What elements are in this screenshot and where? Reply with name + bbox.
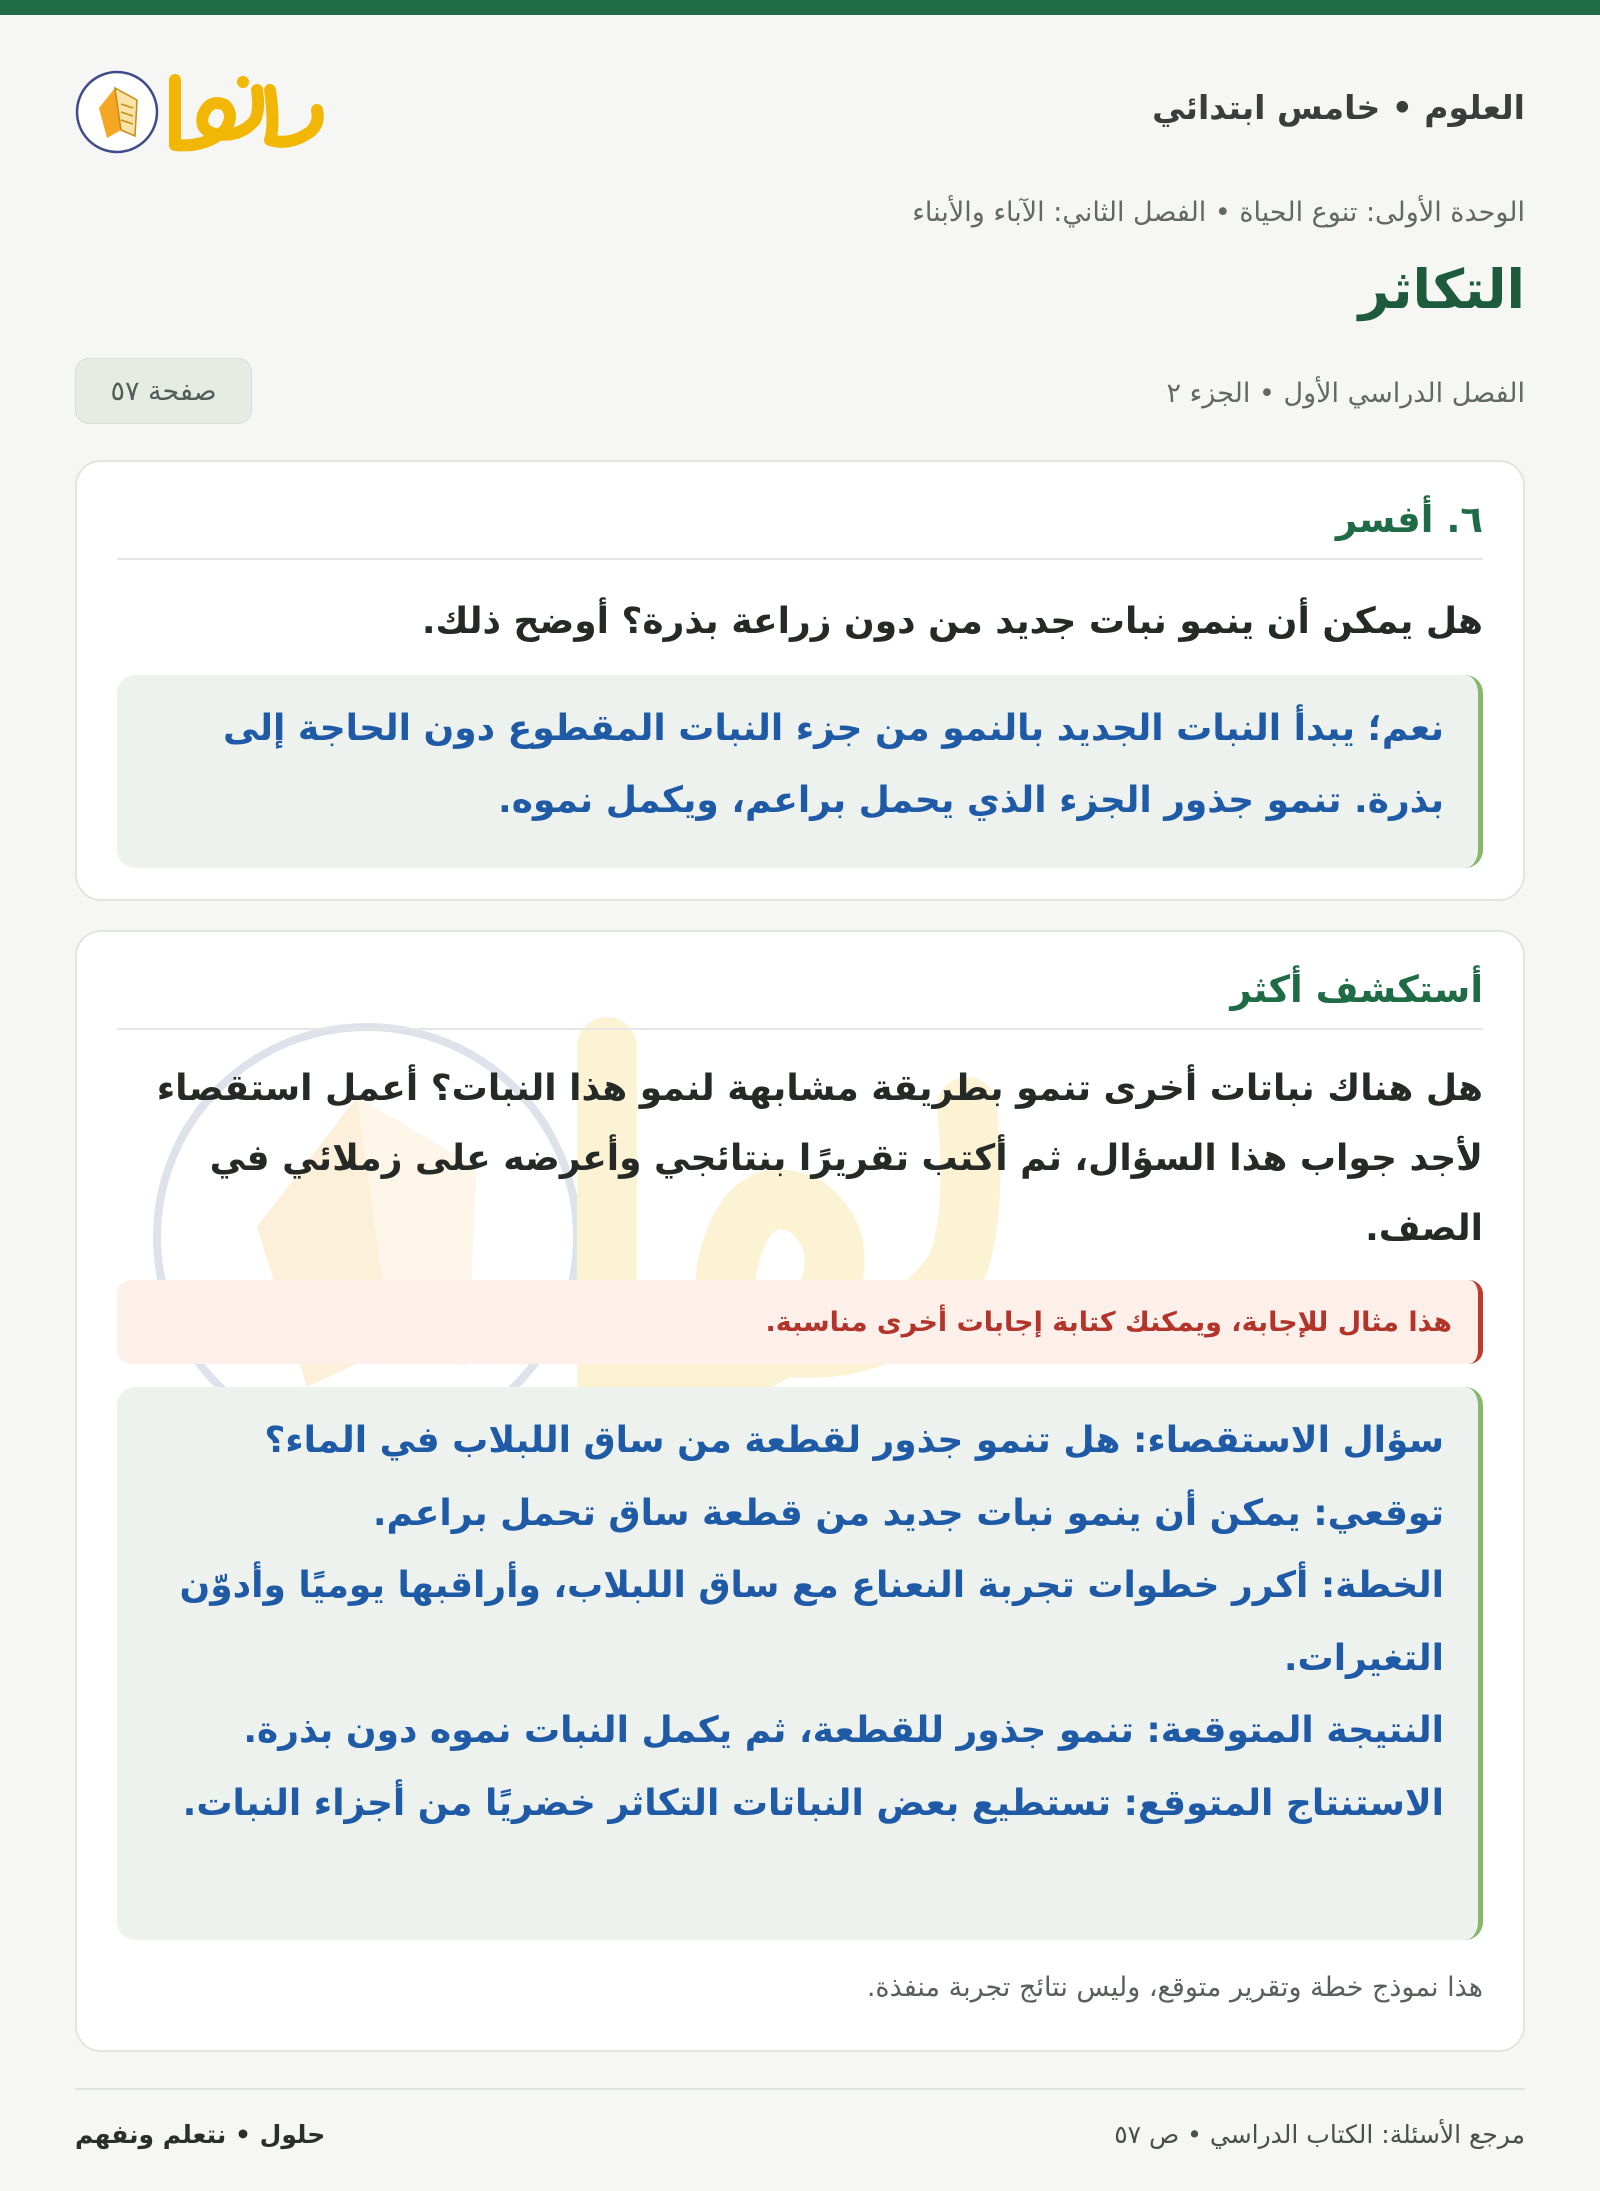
top-accent-bar	[0, 0, 1600, 15]
answer-line-result: النتيجة المتوقعة: تنمو جذور للقطعة، ثم يكمل النبات نموه دون بذرة.	[243, 1710, 1444, 1751]
answer-line-inquiry: سؤال الاستقصاء: هل تنمو جذور لقطعة من ساق اللبلاب في الماء؟	[264, 1420, 1444, 1461]
example-note: هذا مثال للإجابة، ويمكنك كتابة إجابات أخرى مناسبة.	[117, 1280, 1483, 1364]
disclaimer-text: هذا نموذج خطة وتقرير متوقع، وليس نتائج تجربة منفذة.	[866, 1972, 1483, 2003]
answer-line-prediction: توقعي: يمكن أن ينمو نبات جديد من قطعة ساق تحمل براعم.	[372, 1492, 1444, 1534]
question-card-explain	[75, 460, 1525, 901]
page-header	[75, 60, 1525, 160]
page-title: التكاثر	[1358, 258, 1525, 321]
site-logo[interactable]	[75, 60, 335, 160]
term-info: الفصل الدراسي الأول • الجزء ٢	[1166, 378, 1525, 409]
footer-divider	[75, 2088, 1525, 2090]
page-number-badge: صفحة ٥٧	[75, 358, 252, 424]
question-text: هل يمكن أن ينمو نبات جديد من دون زراعة بذرة؟ أوضح ذلك.	[421, 601, 1483, 642]
logo-icon	[75, 60, 335, 160]
question-text: هل هناك نباتات أخرى تنمو بطريقة مشابهة لنمو هذا النبات؟ أعمل استقصاء لأجد جواب هذا السؤال، ثم أكتب تقريرًا بنتائجي وأعرضه على زملائي في الصف.	[156, 1068, 1483, 1249]
footer-reference: مرجع الأسئلة: الكتاب الدراسي • ص ٥٧	[1114, 2120, 1525, 2149]
breadcrumb: الوحدة الأولى: تنوع الحياة • الفصل الثاني: الآباء والأبناء	[912, 197, 1525, 228]
card-heading: ٦. أفسر	[117, 498, 1483, 560]
answer-text: نعم؛ يبدأ النبات الجديد بالنمو من جزء النبات المقطوع دون الحاجة إلى بذرة. تنمو جذور الجزء الذي يحمل براعم، ويكمل نموه.	[223, 708, 1444, 821]
question-card-explore-more	[75, 930, 1525, 2052]
answer-box	[117, 1387, 1483, 1940]
subject-title: العلوم • خامس ابتدائي	[1152, 88, 1525, 127]
answer-box	[117, 675, 1483, 868]
answer-line-plan: الخطة: أكرر خطوات تجربة النعناع مع ساق اللبلاب، وأراقبها يوميًا وأدوّن التغيرات.	[179, 1565, 1444, 1679]
card-heading: أستكشف أكثر	[117, 968, 1483, 1030]
footer-brand[interactable]: حلول • نتعلم ونفهم	[75, 2120, 326, 2149]
answer-line-conclusion: الاستنتاج المتوقع: تستطيع بعض النباتات التكاثر خضريًا من أجزاء النبات.	[182, 1782, 1444, 1824]
